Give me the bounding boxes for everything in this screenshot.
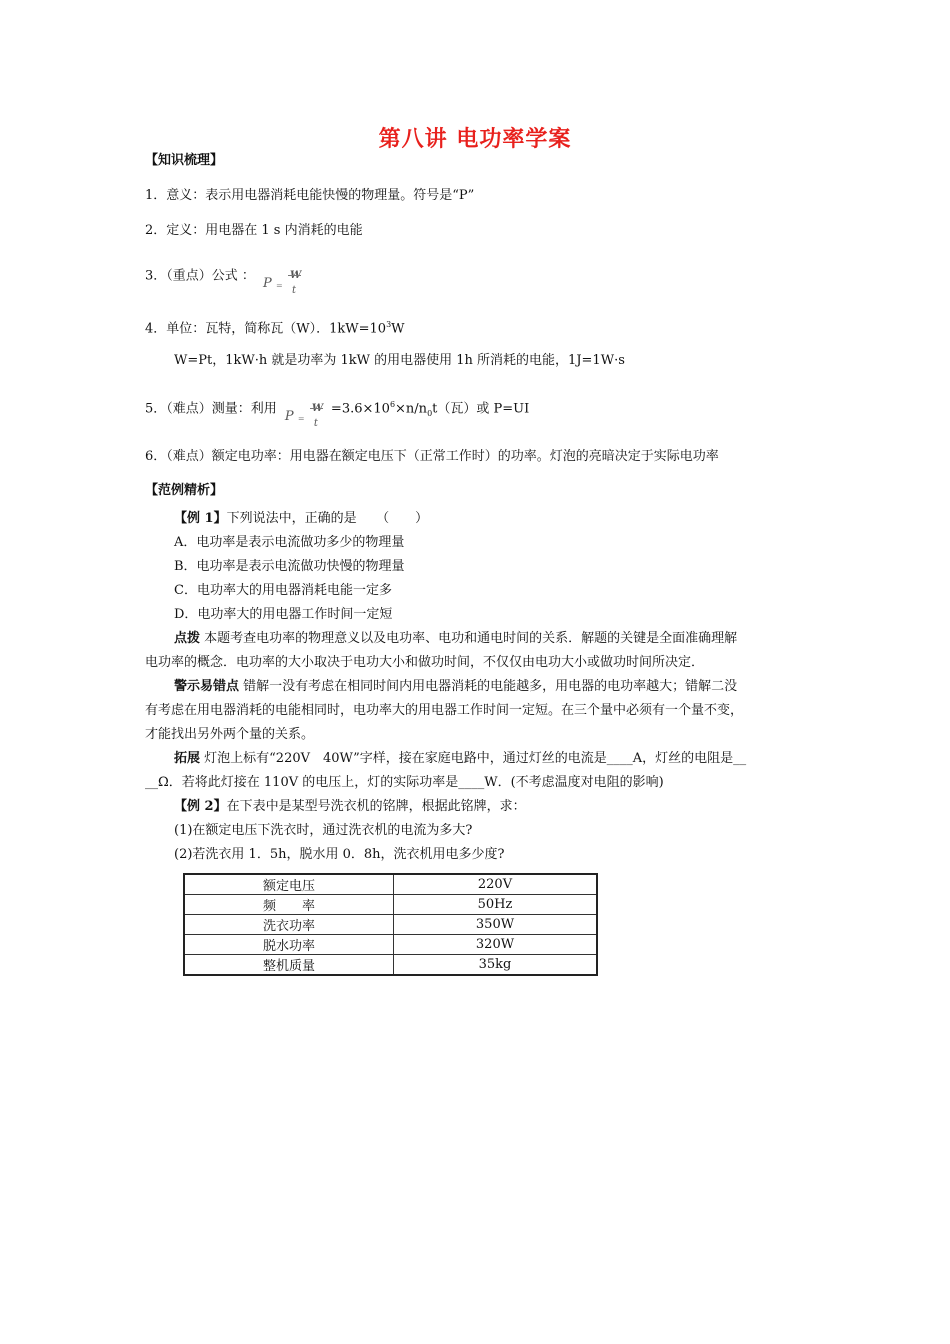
warning-line-2: 有考虑在用电器消耗的电能相同时，电功率大的用电器工作时间一定短。在三个量中必须有一个量不变， <box>145 703 744 718</box>
tip-text-1: 本题考查电功率的物理意义以及电功率、电功和通电时间的关系．解题的关键是全面准确理解 <box>200 631 738 646</box>
table-cell-key: 额定电压 <box>184 874 394 895</box>
example-2-text: 在下表中是某型号洗衣机的铭牌，根据此铭牌，求： <box>226 799 526 814</box>
table-cell-key: 脱水功率 <box>184 935 394 955</box>
measure-expression-c: t（瓦）或 P=UI <box>432 401 530 417</box>
formula-equals: = <box>297 413 305 423</box>
option-a: A．电功率是表示电流做功多少的物理量 <box>174 535 405 550</box>
knowledge-item-4 <box>145 316 405 338</box>
option-c: C．电功率大的用电器消耗电能一定多 <box>174 583 392 598</box>
table-cell-value: 50Hz <box>394 895 598 915</box>
formula-denominator: t <box>313 417 318 429</box>
option-d: D．电功率大的用电器工作时间一定短 <box>174 607 393 622</box>
table-cell-value: 35kg <box>394 955 598 976</box>
tip-line-2: 电功率的概念．电功率的大小取决于电功大小和做功时间，不仅仅由电功大小或做功时间所决定． <box>145 655 705 670</box>
table-cell-value: 220V <box>394 874 598 895</box>
example-2-label: 【例 2】 <box>174 799 227 814</box>
table-cell-value: 350W <box>394 915 598 935</box>
formula-p: P <box>284 408 294 424</box>
tip-line-1 <box>174 630 737 648</box>
section-heading-examples: 【范例精析】 <box>145 483 224 498</box>
unit: W <box>391 321 405 337</box>
table-row <box>184 895 597 915</box>
table-cell-value: 320W <box>394 935 598 955</box>
page-title: 第八讲 电功率学案 <box>378 127 572 152</box>
example-2-subquestion-2: (2)若洗衣用 1．5h，脱水用 0．8h，洗衣机用电多少度? <box>174 847 505 862</box>
knowledge-item-1: 1．意义：表示用电器消耗电能快慢的物理量。符号是“P” <box>145 188 475 203</box>
measure-expression-b: ×n/n <box>395 401 428 417</box>
table-cell-key: 频 率 <box>184 895 394 915</box>
knowledge-item-4b: W=Pt，1kW·h 就是功率为 1kW 的用电器使用 1h 所消耗的电能，1J=1W·s <box>174 353 625 368</box>
subscript: 0 <box>427 408 433 418</box>
measure-expression: =3.6×10 <box>330 401 390 417</box>
warning-label: 警示易错点 <box>174 679 240 694</box>
power-formula <box>261 261 307 296</box>
table-row <box>184 915 597 935</box>
table-cell-key: 整机质量 <box>184 955 394 976</box>
example-2-question <box>174 798 526 816</box>
formula-equals: = <box>276 281 283 290</box>
example-1-label: 【例 1】 <box>174 511 227 526</box>
knowledge-item-5-text: 5．（难点）测量：利用 <box>145 401 277 417</box>
option-b: B．电功率是表示电流做功快慢的物理量 <box>174 559 405 574</box>
knowledge-item-3 <box>145 261 309 296</box>
warning-text-1: 错解一没有考虑在相同时间内用电器消耗的电能越多，用电器的电功率越大；错解二没 <box>239 679 738 694</box>
extension-line-1 <box>174 750 746 768</box>
extension-label: 拓展 <box>174 751 201 766</box>
knowledge-item-2: 2．定义：用电器在 1 s 内消耗的电能 <box>145 223 363 238</box>
formula-p: P <box>263 276 272 291</box>
warning-line-3: 才能找出另外两个量的关系。 <box>145 727 315 742</box>
knowledge-item-4-text: 4．单位：瓦特，简称瓦（W）．1kW=10 <box>145 321 387 337</box>
knowledge-item-5 <box>145 390 529 429</box>
extension-text-1: 灯泡上标有“220V 40W”字样，接在家庭电路中，通过灯丝的电流是____A，灯丝的电阻是__ <box>200 751 747 766</box>
section-heading-knowledge: 【知识梳理】 <box>145 153 224 168</box>
power-formula-measure <box>283 394 329 429</box>
extension-line-2: __Ω．若将此灯接在 110V 的电压上，灯的实际功率是____W．(不考虑温度对电阻的影响) <box>145 775 664 790</box>
knowledge-item-3-text: 3．（重点）公式 ： <box>145 268 255 284</box>
knowledge-item-6: 6．（难点）额定电功率：用电器在额定电压下（正常工作时）的功率。灯泡的亮暗决定于实际电功率 <box>145 449 719 464</box>
tip-label: 点拨 <box>174 631 201 646</box>
example-1-question <box>174 510 428 528</box>
exponent: 6 <box>389 400 396 409</box>
example-1-text: 下列说法中，正确的是 （ ） <box>226 511 429 526</box>
warning-line-1 <box>174 678 737 696</box>
table-row <box>184 874 597 895</box>
exponent: 3 <box>386 320 392 329</box>
table-cell-key: 洗衣功率 <box>184 915 394 935</box>
example-2-subquestion-1: (1)在额定电压下洗衣时，通过洗衣机的电流为多大? <box>174 823 473 838</box>
table-row <box>184 935 597 955</box>
table-row <box>184 955 597 976</box>
washing-machine-nameplate-table <box>183 873 598 976</box>
formula-denominator: t <box>292 285 297 296</box>
